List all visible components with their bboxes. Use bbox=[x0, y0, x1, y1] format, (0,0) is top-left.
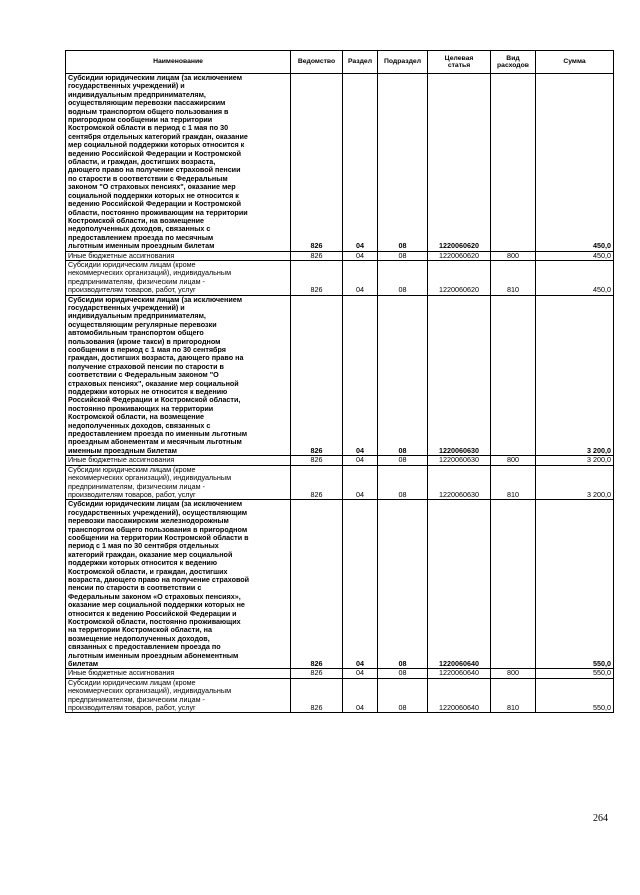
row-type-cell bbox=[491, 295, 536, 456]
table-row bbox=[66, 678, 614, 713]
row-name-cell: Субсидии юридическим лицам (за исключением государственных учреждений) и индивидуальным предпринимателям, осуществляющим перевозки пассажирским водным транспортом общего пользования в пригородном сообщении на территории Костромской области в период с 1 мая по 30 сентября отдельных категорий граждан, оказание мер социальной поддержки которых относится к ведению Российской Федерации и Костромской области, и граждан, достигших возраста, дающего право на получение страховой пенсии по старости в соответствии с Федеральным законом "О страховых пенсиях", оказание мер социальной поддержки которых не относится к ведению Российской Федерации и Костромской области, постоянно проживающим на территории Костромской области, на возмещение недополученных доходов, связанных с предоставлением проезда по месячным льготным именным проездным билетам bbox=[66, 74, 291, 252]
row-type-cell: 800 bbox=[491, 669, 536, 678]
row-type-cell: 800 bbox=[491, 456, 536, 465]
page-number: 264 bbox=[593, 813, 608, 824]
row-dept-cell: 826 bbox=[291, 295, 343, 456]
row-target-cell: 1220060620 bbox=[428, 74, 491, 252]
row-section-cell: 04 bbox=[343, 295, 378, 456]
row-sum-cell: 3 200,0 bbox=[536, 295, 614, 456]
row-subsection-cell: 08 bbox=[378, 678, 428, 713]
row-sum-cell: 550,0 bbox=[536, 678, 614, 713]
header-section: Раздел bbox=[343, 51, 378, 74]
row-type-cell: 810 bbox=[491, 465, 536, 500]
row-name-cell: Субсидии юридическим лицам (за исключением государственных учреждений), осуществляющим перевозки пассажирским железнодорожным транспортом общего пользования в пригородном сообщении на территории Костромской области в период с 1 мая по 30 сентября отдельных категорий граждан, оказание мер социальной поддержки которых относится к ведению Костромской области, и граждан, достигших возраста, дающего право на получение страховой пенсии по старости в соответствии с Федеральным законом «О страховых пенсиях», оказание мер социальной поддержки которых не относится к ведению Российской Федерации и Костромской области, постоянно проживающих на территории Костромской области, на возмещение недополученных доходов, связанных с предоставлением проезда по льготным именным проездным абонементным билетам bbox=[66, 500, 291, 669]
row-sum-cell: 450,0 bbox=[536, 74, 614, 252]
row-subsection-cell: 08 bbox=[378, 669, 428, 678]
row-type-cell: 810 bbox=[491, 678, 536, 713]
row-dept-cell: 826 bbox=[291, 74, 343, 252]
row-section-cell: 04 bbox=[343, 669, 378, 678]
table-row bbox=[66, 669, 614, 678]
row-dept-cell: 826 bbox=[291, 669, 343, 678]
row-name-cell: Иные бюджетные ассигнования bbox=[66, 251, 291, 260]
row-target-cell: 1220060630 bbox=[428, 295, 491, 456]
row-sum-cell: 3 200,0 bbox=[536, 456, 614, 465]
row-section-cell: 04 bbox=[343, 465, 378, 500]
header-name: Наименование bbox=[66, 51, 291, 74]
row-name-cell: Субсидии юридическим лицам (кроме некоммерческих организаций), индивидуальным предпринимателям, физическим лицам - производителям товаров, работ, услуг bbox=[66, 678, 291, 713]
row-target-cell: 1220060640 bbox=[428, 678, 491, 713]
table-row bbox=[66, 295, 614, 456]
row-sum-cell: 450,0 bbox=[536, 260, 614, 295]
row-type-cell: 810 bbox=[491, 260, 536, 295]
table-header-row bbox=[66, 51, 614, 74]
row-target-cell: 1220060620 bbox=[428, 260, 491, 295]
row-subsection-cell: 08 bbox=[378, 251, 428, 260]
row-subsection-cell: 08 bbox=[378, 500, 428, 669]
row-dept-cell: 826 bbox=[291, 260, 343, 295]
row-target-cell: 1220060640 bbox=[428, 500, 491, 669]
row-type-cell bbox=[491, 74, 536, 252]
row-target-cell: 1220060620 bbox=[428, 251, 491, 260]
header-type: Вид расходов bbox=[491, 51, 536, 74]
table-row bbox=[66, 260, 614, 295]
row-name-cell: Субсидии юридическим лицам (кроме некоммерческих организаций), индивидуальным предпринимателям, физическим лицам - производителям товаров, работ, услуг bbox=[66, 260, 291, 295]
table-row bbox=[66, 500, 614, 669]
header-dept: Ведомство bbox=[291, 51, 343, 74]
row-target-cell: 1220060640 bbox=[428, 669, 491, 678]
row-target-cell: 1220060630 bbox=[428, 465, 491, 500]
row-name-cell: Иные бюджетные ассигнования bbox=[66, 456, 291, 465]
row-subsection-cell: 08 bbox=[378, 295, 428, 456]
row-section-cell: 04 bbox=[343, 500, 378, 669]
budget-table bbox=[65, 50, 614, 713]
row-subsection-cell: 08 bbox=[378, 456, 428, 465]
row-sum-cell: 550,0 bbox=[536, 669, 614, 678]
header-subsection: Подраздел bbox=[378, 51, 428, 74]
row-section-cell: 04 bbox=[343, 251, 378, 260]
row-dept-cell: 826 bbox=[291, 500, 343, 669]
header-target: Целевая статья bbox=[428, 51, 491, 74]
row-subsection-cell: 08 bbox=[378, 260, 428, 295]
table-row bbox=[66, 456, 614, 465]
table-row bbox=[66, 74, 614, 252]
table-row bbox=[66, 465, 614, 500]
row-subsection-cell: 08 bbox=[378, 74, 428, 252]
row-dept-cell: 826 bbox=[291, 456, 343, 465]
row-sum-cell: 450,0 bbox=[536, 251, 614, 260]
row-name-cell: Субсидии юридическим лицам (за исключением государственных учреждений) и индивидуальным предпринимателям, осуществляющим регулярные перевозки автомобильным транспортом общего пользования (кроме такси) в пригородном сообщении в период с 1 мая по 30 сентября граждан, достигших возраста, дающего право на получение страховой пенсии по старости в соответствии с Федеральным законом "О страховых пенсиях", оказание мер социальной поддержки которых не относится к ведению Российской Федерации и Костромской области, постоянно проживающих на территории Костромской области, на возмещение недополученных доходов, связанных с предоставлением проезда по именным льготным проездным абонементам и месячным льготным именным проездным билетам bbox=[66, 295, 291, 456]
row-type-cell: 800 bbox=[491, 251, 536, 260]
row-dept-cell: 826 bbox=[291, 251, 343, 260]
row-type-cell bbox=[491, 500, 536, 669]
row-name-cell: Иные бюджетные ассигнования bbox=[66, 669, 291, 678]
table-row bbox=[66, 251, 614, 260]
row-sum-cell: 3 200,0 bbox=[536, 465, 614, 500]
row-dept-cell: 826 bbox=[291, 465, 343, 500]
row-section-cell: 04 bbox=[343, 74, 378, 252]
row-name-cell: Субсидии юридическим лицам (кроме некоммерческих организаций), индивидуальным предпринимателям, физическим лицам - производителям товаров, работ, услуг bbox=[66, 465, 291, 500]
row-section-cell: 04 bbox=[343, 678, 378, 713]
row-sum-cell: 550,0 bbox=[536, 500, 614, 669]
row-target-cell: 1220060630 bbox=[428, 456, 491, 465]
row-dept-cell: 826 bbox=[291, 678, 343, 713]
row-subsection-cell: 08 bbox=[378, 465, 428, 500]
header-sum: Сумма bbox=[536, 51, 614, 74]
row-section-cell: 04 bbox=[343, 260, 378, 295]
row-section-cell: 04 bbox=[343, 456, 378, 465]
